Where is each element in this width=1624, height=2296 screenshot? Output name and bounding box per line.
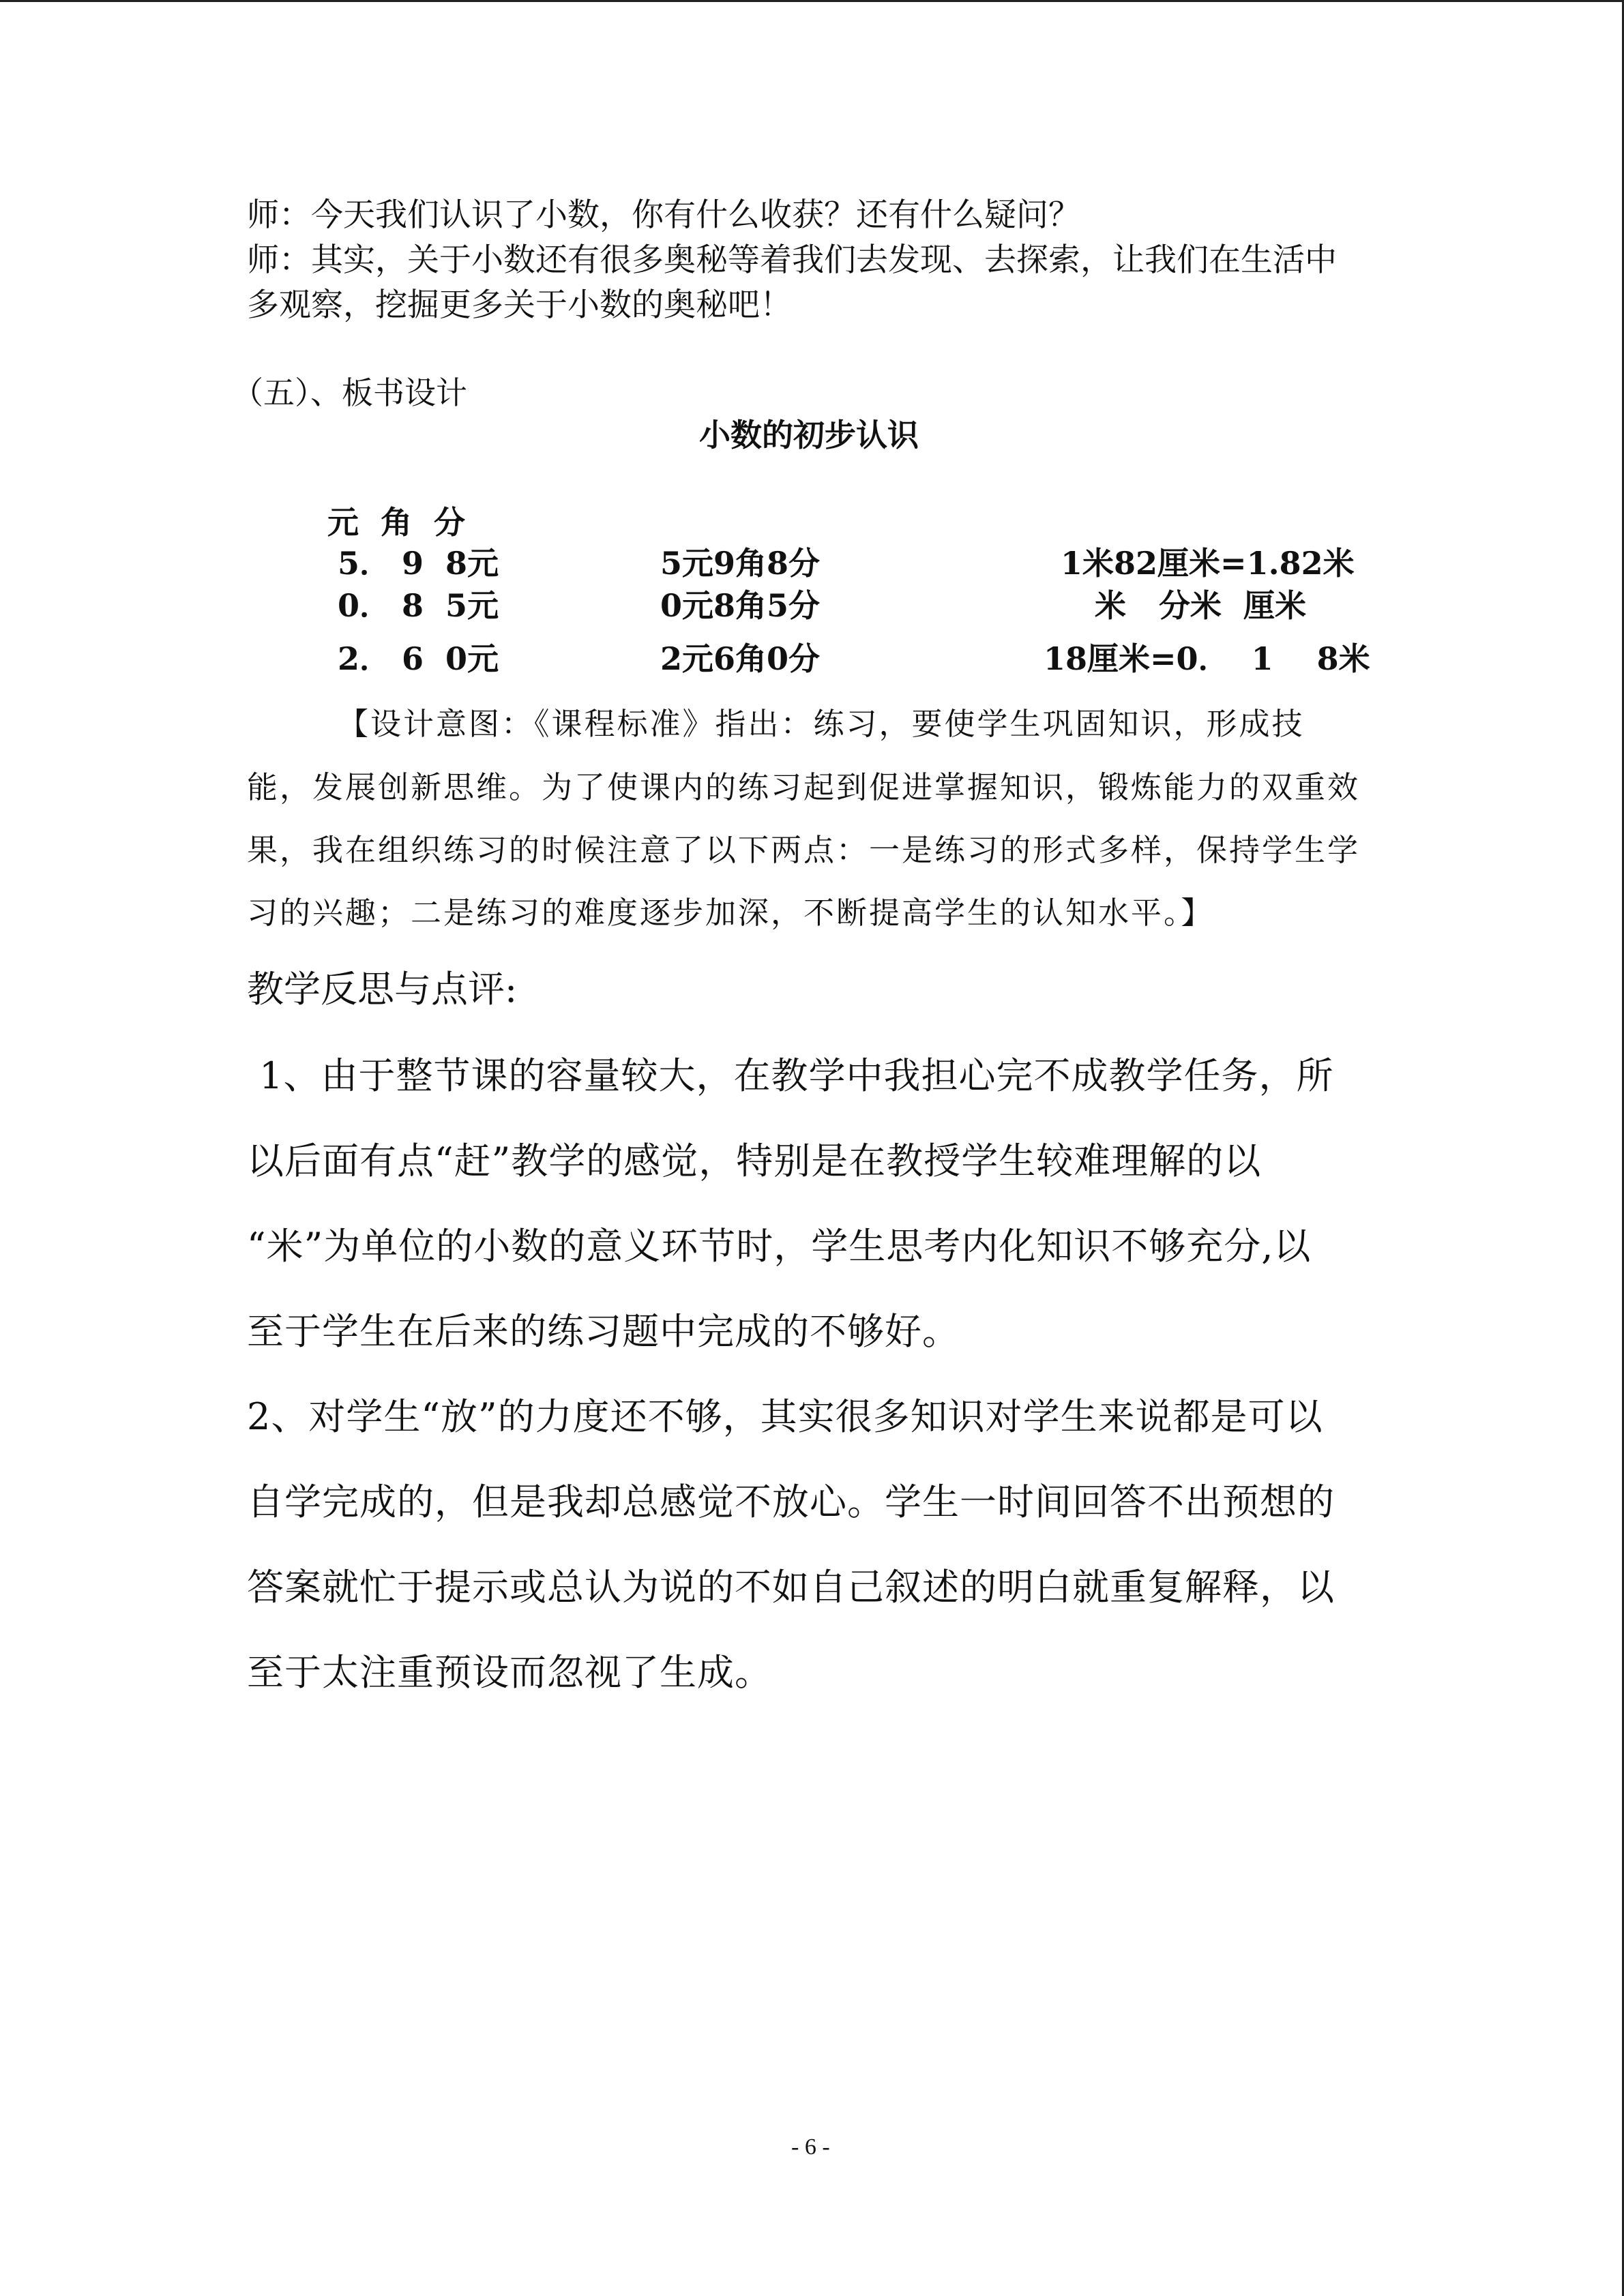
reflection-heading: 教学反思与点评: — [247, 968, 518, 1011]
reflection-line-3: “米”为单位的小数的意义环节时，学生思考内化知识不够充分,以 — [247, 1225, 1312, 1268]
reflection-line-4: 至于学生在后来的练习题中完成的不够好。 — [247, 1310, 960, 1353]
design-intent-line-2: 能，发展创新思维。为了使课内的练习起到促进掌握知识，锻炼能力的双重效 — [247, 769, 1361, 805]
board-title: 小数的初步认识 — [699, 417, 919, 453]
page-number: - 6 - — [791, 2134, 830, 2160]
intro-line-3: 多观察，挖掘更多关于小数的奥秘吧！ — [247, 286, 792, 324]
page-edge-top — [0, 0, 1624, 2]
board-row-1-decimal: 5． 9 8元 — [338, 545, 499, 582]
board-row-2-meter: 米 分米 厘米 — [1095, 587, 1307, 624]
reflection-line-6: 自学完成的，但是我却总感觉不放心。学生一时间回答不出预想的 — [247, 1480, 1335, 1523]
reflection-line-1: 1、由于整节课的容量较大，在教学中我担心完不成教学任务，所 — [247, 1054, 1334, 1097]
reflection-line-2: 以后面有点“赶”教学的感觉，特别是在教授学生较难理解的以 — [247, 1139, 1262, 1182]
board-header-units: 元 角 分 — [327, 504, 466, 541]
board-row-3-mixed: 2元6角0分 — [660, 640, 821, 677]
design-intent-line-4: 习的兴趣；二是练习的难度逐步加深，不断提高学生的认知水平。】 — [247, 895, 1214, 931]
reflection-line-7: 答案就忙于提示或总认为说的不如自己叙述的明白就重复解释，以 — [247, 1566, 1335, 1609]
section-heading: （五）、板书设计 — [232, 374, 467, 411]
intro-line-1: 师：今天我们认识了小数，你有什么收获？还有什么疑问？ — [247, 196, 1080, 234]
board-row-2-mixed: 0元8角5分 — [660, 587, 821, 624]
board-row-3-decimal: 2． 6 0元 — [338, 640, 499, 677]
design-intent-line-3: 果，我在组织练习的时候注意了以下两点：一是练习的形式多样，保持学生学 — [247, 832, 1361, 868]
board-row-2-decimal: 0． 8 5元 — [338, 587, 499, 624]
intro-line-2: 师：其实，关于小数还有很多奥秘等着我们去发现、去探索，让我们在生活中 — [247, 241, 1337, 279]
board-row-1-mixed: 5元9角8分 — [660, 545, 821, 582]
reflection-line-5: 2、对学生“放”的力度还不够，其实很多知识对学生来说都是可以 — [247, 1395, 1323, 1438]
board-row-1-meter: 1米82厘米=1.82米 — [1061, 545, 1355, 582]
board-row-3-meter: 18厘米=0． 1 8米 — [1044, 640, 1370, 677]
design-intent-line-1: 【设计意图：《课程标准》指出：练习，要使学生巩固知识，形成技 — [338, 706, 1305, 742]
reflection-line-8: 至于太注重预设而忽视了生成。 — [247, 1651, 772, 1694]
